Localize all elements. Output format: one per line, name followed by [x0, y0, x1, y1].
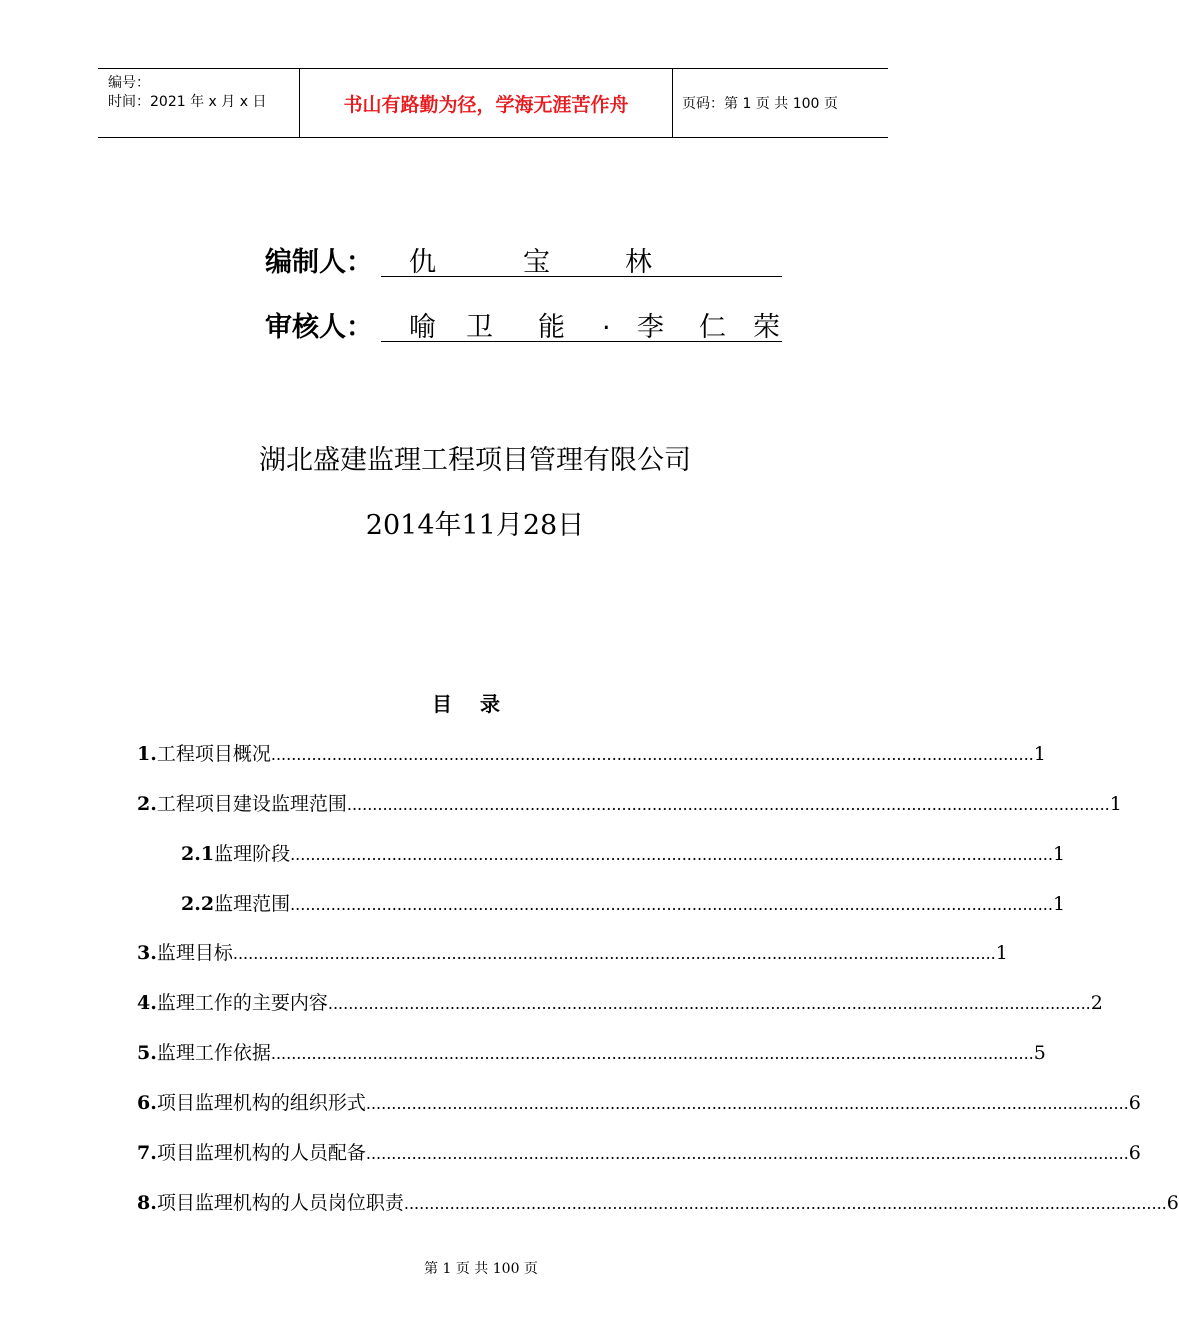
header-meta-cell	[98, 69, 300, 137]
toc-entry[interactable]	[137, 1188, 1179, 1214]
toc-entry[interactable]	[137, 789, 1122, 815]
number-label: 编号：	[108, 75, 150, 91]
editor-char: 林	[625, 247, 652, 278]
toc-entry-page: 1	[1052, 843, 1066, 865]
document-date: 2014年11月28日	[365, 510, 585, 541]
toc-entry-number: 3.	[137, 942, 157, 964]
editor-char: 仇	[409, 247, 436, 278]
toc-entry-page: 5	[1033, 1042, 1046, 1064]
toc-leader: ......................................................................................................................................................	[365, 1144, 1129, 1163]
toc-entry-text: 监理阶段	[214, 843, 291, 865]
toc-entry-number: 6.	[137, 1092, 157, 1114]
toc-entry[interactable]	[137, 739, 1046, 765]
toc-entry-page: 1	[995, 942, 1008, 964]
editor-value	[381, 240, 782, 277]
toc-leader: ......................................................................................................................................................	[403, 1194, 1167, 1213]
toc-entry-number: 7.	[137, 1142, 157, 1164]
reviewer-char: 荣	[753, 312, 780, 343]
reviewer-label: 审核人：	[265, 312, 373, 343]
toc-entry-page: 1	[1109, 793, 1122, 815]
toc-entry[interactable]	[181, 839, 1066, 865]
toc-entry-number: 8.	[137, 1192, 157, 1214]
editor-line	[265, 240, 652, 279]
toc-leader: ......................................................................................................................................................	[270, 745, 1034, 764]
toc-entry-text: 监理工作依据	[156, 1042, 271, 1064]
toc-entry[interactable]	[137, 1088, 1141, 1114]
reviewer-char: 能	[538, 312, 565, 343]
reviewer-char: 李	[637, 312, 664, 343]
toc-leader: ......................................................................................................................................................	[290, 895, 1053, 914]
reviewer-char: 仁	[699, 312, 726, 343]
toc-entry[interactable]	[181, 889, 1066, 915]
toc-entry-page: 1	[1052, 893, 1066, 915]
toc-leader: ......................................................................................................................................................	[270, 1044, 1034, 1063]
toc-entry-number: 2.1	[181, 843, 215, 865]
editor-label: 编制人：	[265, 247, 373, 278]
toc-entry[interactable]	[137, 988, 1103, 1014]
toc-entry-number: 2.	[137, 793, 157, 815]
toc-leader: ......................................................................................................................................................	[327, 994, 1091, 1013]
header-table	[98, 68, 888, 138]
company-name: 湖北盛建监理工程项目管理有限公司	[259, 445, 691, 476]
toc-entry-number: 1.	[137, 743, 157, 765]
toc-entry-page: 6	[1166, 1192, 1179, 1214]
reviewer-char: .	[602, 305, 611, 336]
toc-entry-text: 项目监理机构的人员岗位职责	[156, 1192, 404, 1214]
toc-leader: ......................................................................................................................................................	[346, 795, 1110, 814]
toc-entry-text: 监理范围	[214, 893, 291, 915]
toc-entry-text: 工程项目建设监理范围	[156, 793, 347, 815]
reviewer-line	[265, 305, 780, 344]
header-page-info: 页码：第 1 页 共 100 页	[682, 96, 838, 112]
toc-entry-text: 项目监理机构的人员配备	[156, 1142, 366, 1164]
header-motto: 书山有路勤为径，学海无涯苦作舟	[300, 69, 673, 137]
reviewer-char: 卫	[466, 312, 493, 343]
time-label: 时间：2021 年 x 月 x 日	[108, 94, 267, 110]
toc-entry[interactable]	[137, 938, 1008, 964]
toc-title: 目录	[432, 692, 528, 716]
toc-entry-text: 监理工作的主要内容	[156, 992, 328, 1014]
reviewer-value	[381, 305, 782, 342]
toc-entry[interactable]	[137, 1038, 1046, 1064]
toc-leader: ......................................................................................................................................................	[232, 944, 996, 963]
toc-entry-text: 项目监理机构的组织形式	[156, 1092, 366, 1114]
reviewer-char: 喻	[409, 312, 436, 343]
toc-entry-number: 2.2	[181, 893, 215, 915]
toc-entry-page: 6	[1128, 1142, 1141, 1164]
toc-entry-number: 5.	[137, 1042, 157, 1064]
page-footer: 第 1 页 共 100 页	[424, 1261, 538, 1277]
toc-entry-number: 4.	[137, 992, 157, 1014]
editor-char: 宝	[523, 247, 550, 278]
toc-leader: ......................................................................................................................................................	[365, 1094, 1129, 1113]
toc-entry-page: 2	[1090, 992, 1103, 1014]
toc-entry-page: 6	[1128, 1092, 1141, 1114]
toc-entry-text: 工程项目概况	[156, 743, 271, 765]
toc-entry-text: 监理目标	[156, 942, 233, 964]
toc-entry[interactable]	[137, 1138, 1141, 1164]
toc-entry-page: 1	[1033, 743, 1046, 765]
toc-leader: ......................................................................................................................................................	[290, 845, 1053, 864]
